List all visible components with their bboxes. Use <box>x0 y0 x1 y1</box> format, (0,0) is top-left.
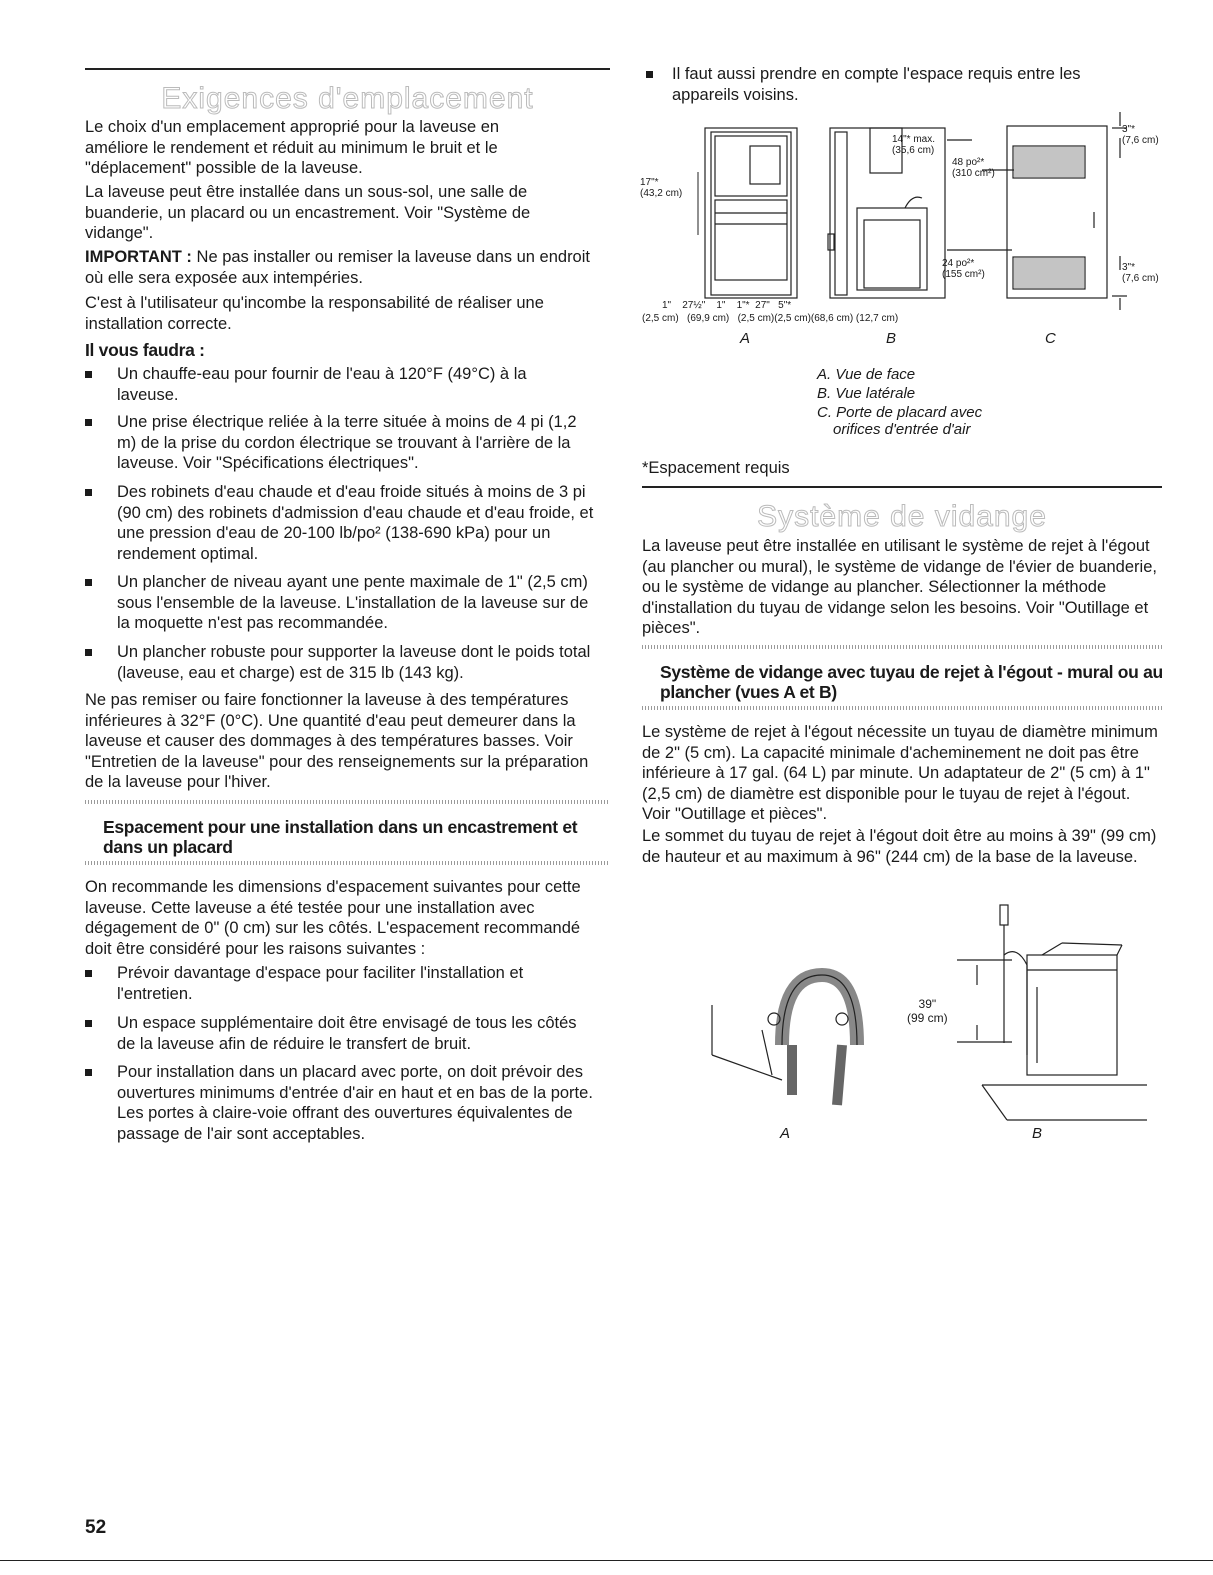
fig1-label-c: C <box>1045 330 1056 347</box>
need-item: Un chauffe-eau pour fournir de l'eau à 120°F (49°C) à la laveuse. <box>85 364 600 406</box>
dim-39: 39" (99 cm) <box>907 997 948 1025</box>
bullet-square <box>85 371 92 378</box>
bullet-square <box>85 579 92 586</box>
need-item: Des robinets d'eau chaude et d'eau froide situés à moins de 3 pi (90 cm) des robinets d'admission d'eau chaude et d'eau froide, et une pression d'eau de 20-100 lb/po² (138-690 kPa) pour un rendement optimal. <box>85 482 605 564</box>
dotted-rule <box>642 645 1162 649</box>
bullet-square <box>85 419 92 426</box>
bullet-square <box>85 489 92 496</box>
section-rule <box>642 486 1162 488</box>
dim-3-bottom: 3"* (7,6 cm) <box>1122 262 1159 284</box>
top-rule-left <box>85 68 610 70</box>
caption-a: A. Vue de face <box>817 366 916 383</box>
reason-item: Un espace supplémentaire doit être envisagé de tous les côtés de la laveuse afin de réduire le transfert de bruit. <box>85 1013 590 1055</box>
dim-bottom-cm: (2,5 cm) (69,9 cm) (2,5 cm)(2,5 cm)(68,6 cm) (12,7 cm) <box>642 313 899 324</box>
subheading-rejet: Système de vidange avec tuyau de rejet à l'égout - mural ou au plancher (vues A et B) <box>660 662 1163 702</box>
bullet-square <box>85 649 92 656</box>
need-item: Un plancher robuste pour supporter la laveuse dont le poids total (laveuse, eau et charge) est de 315 lb (143 kg). <box>85 642 605 684</box>
important-text: Ne pas installer ou remiser la laveuse dans un endroit où elle sera exposée aux intempéries. <box>85 248 590 287</box>
important-label: IMPORTANT : <box>85 248 192 266</box>
fig1-label-a: A <box>740 330 751 347</box>
paragraph-vidange: La laveuse peut être installée en utilisant le système de rejet à l'égout (au plancher ou mural), le système de vidange de l'évier de buanderie, ou le système de vidange au plancher. Sélectionner la méthode d'installation du tuyau de vidange selon les besoins. Voir "Outillage et pièces". <box>642 537 1157 637</box>
dim-48: 48 po²* (310 cm²) <box>952 157 995 179</box>
bullet-square <box>646 71 653 78</box>
reason-item: Pour installation dans un placard avec porte, on doit prévoir des ouvertures minimums d'entrée d'air en haut et en bas de la porte. Les portes à claire-voie offrant des ouvertures équivalentes de passage de l'air sont acceptables. <box>85 1062 605 1144</box>
caption-b: B. Vue latérale <box>817 385 916 402</box>
section-title-vidange: Système de vidange <box>757 500 1047 533</box>
dim-bottom-inches: 1" 27½" 1" 1"* 27" 5"* <box>662 300 792 311</box>
neighbor-bullet: Il faut aussi prendre en compte l'espace requis entre les appareils voisins. <box>646 64 1136 106</box>
fig1-label-b: B <box>886 330 897 347</box>
paragraph-important <box>85 247 595 288</box>
bullet-square <box>85 1069 92 1076</box>
dotted-rule <box>642 706 1162 710</box>
fig2-label-b: B <box>1032 1125 1043 1142</box>
caption-c-cont: orifices d'entrée d'air <box>833 421 971 438</box>
bottom-rule <box>0 1560 1213 1561</box>
dim-17: 17"* (43,2 cm) <box>640 177 683 199</box>
bullet-square <box>85 970 92 977</box>
paragraph-installation: La laveuse peut être installée dans un sous-sol, une salle de buanderie, un placard ou un encastrement. Voir "Système de vidange". <box>85 183 531 242</box>
dim-3-top: 3"* (7,6 cm) <box>1122 124 1159 146</box>
reason-item: Prévoir davantage d'espace pour faciliter l'installation et l'entretien. <box>85 963 590 1005</box>
dotted-rule <box>85 861 610 865</box>
paragraph-temperatures: Ne pas remiser ou faire fonctionner la laveuse à des températures inférieures à 32°F (0°C). Une quantité d'eau peut demeurer dans la laveuse et causer des dommages à des températures basses. Voir "Entretien de la laveuse" pour des renseignements sur la préparation de la laveuse pour l'hiver. <box>85 691 589 791</box>
caption-c: C. Porte de placard avec <box>817 404 983 421</box>
paragraph-recommandation: On recommande les dimensions d'espacement suivantes pour cette laveuse. Cette laveuse a été testée pour une installation avec dégagement de 0" (0 cm) sur les côtés. L'espacement recommandé doit être considéré pour les raisons suivantes : <box>85 878 581 958</box>
section-title-emplacement: Exigences d'emplacement <box>161 82 534 115</box>
subheading-espacement: Espacement pour une installation dans un encastrement et dans un placard <box>103 817 578 857</box>
dim-14: 14"* max. (35,6 cm) <box>892 134 936 156</box>
footnote-espacement: *Espacement requis <box>642 459 790 477</box>
need-item: Un plancher de niveau ayant une pente maximale de 1" (2,5 cm) sous l'ensemble de la laveuse. L'installation de la laveuse sur de la moquette n'est pas recommandée. <box>85 572 605 634</box>
page-number: 52 <box>85 1517 107 1538</box>
paragraph-choix: Le choix d'un emplacement approprié pour la laveuse en améliore le rendement et réduit au minimum le bruit et le "déplacement" possible de la laveuse. <box>85 118 500 177</box>
paragraph-diametre: Le système de rejet à l'égout nécessite un tuyau de diamètre minimum de 2" (5 cm). La capacité minimale d'acheminement ne doit pas être inférieure à 17 gal. (64 L) par minute. Un adaptateur de 2" (5 cm) à 1" (2,5 cm) de diamètre est disponible pour le tuyau de rejet à l'égout. Voir "Outillage et pièces". <box>642 723 1158 823</box>
paragraph-sommet: Le sommet du tuyau de rejet à l'égout doit être au moins à 39" (99 cm) de hauteur et au maximum à 96" (244 cm) de la base de la laveuse. <box>642 827 1157 866</box>
dim-24: 24 po²* (155 cm²) <box>942 258 985 280</box>
bullet-square <box>85 1020 92 1027</box>
need-heading: Il vous faudra : <box>85 340 205 360</box>
paragraph-responsabilite: C'est à l'utilisateur qu'incombe la responsabilité de réaliser une installation correcte. <box>85 294 544 333</box>
dotted-rule <box>85 800 610 804</box>
fig2-label-a: A <box>780 1125 791 1142</box>
need-item: Une prise électrique reliée à la terre située à moins de 4 pi (1,2 m) de la prise du cordon électrique se trouvant à l'arrière de la laveuse. Voir "Spécifications électriques". <box>85 412 600 474</box>
